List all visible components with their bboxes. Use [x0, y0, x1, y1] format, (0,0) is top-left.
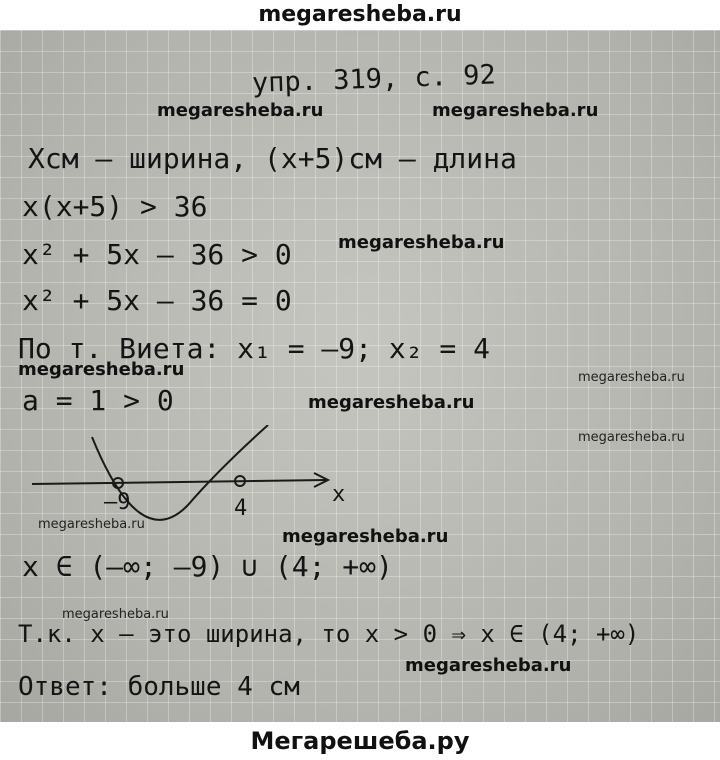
axis-variable-label: х [332, 482, 346, 507]
watermark: megaresheba.ru [157, 100, 324, 121]
watermark-small: megaresheba.ru [578, 370, 685, 385]
line-quadratic-equation: х² + 5х – 36 = 0 [22, 284, 292, 317]
line-vieta: По т. Виета: х₁ = –9; х₂ = 4 [18, 332, 491, 365]
watermark-small: megaresheba.ru [62, 607, 169, 622]
x-axis-line [32, 480, 326, 484]
watermark: megaresheba.ru [432, 100, 599, 121]
line-width-condition: Т.к. х – это ширина, то х > 0 ⇒ х ∈ (4; +∞) [18, 620, 640, 648]
number-line-diagram [20, 425, 360, 525]
line-quadratic-inequality: х² + 5х – 36 > 0 [22, 238, 292, 271]
exercise-heading: упр. 319, с. 92 [251, 59, 497, 99]
watermark: megaresheba.ru [282, 526, 449, 547]
watermark-small: megaresheba.ru [578, 430, 685, 445]
watermark: megaresheba.ru [405, 655, 572, 676]
site-footer[interactable]: Мегарешеба.ру [0, 722, 720, 760]
root-label-left: –9 [104, 490, 131, 515]
line-solution-set: х ∈ (–∞; –9) ∪ (4; +∞) [22, 550, 393, 583]
watermark-small: megaresheba.ru [38, 517, 145, 532]
watermark: megaresheba.ru [308, 392, 475, 413]
line-answer: Ответ: больше 4 см [18, 672, 300, 702]
watermark: megaresheba.ru [18, 359, 185, 380]
line-leading-coefficient: а = 1 > 0 [22, 384, 174, 417]
root-label-right: 4 [234, 496, 248, 521]
notebook-page [0, 30, 720, 722]
watermark: megaresheba.ru [338, 232, 505, 253]
site-header[interactable]: megaresheba.ru [0, 0, 720, 30]
line-variables: Хсм – ширина, (х+5)см – длина [28, 142, 517, 175]
line-inequality: х(х+5) > 36 [22, 190, 208, 223]
